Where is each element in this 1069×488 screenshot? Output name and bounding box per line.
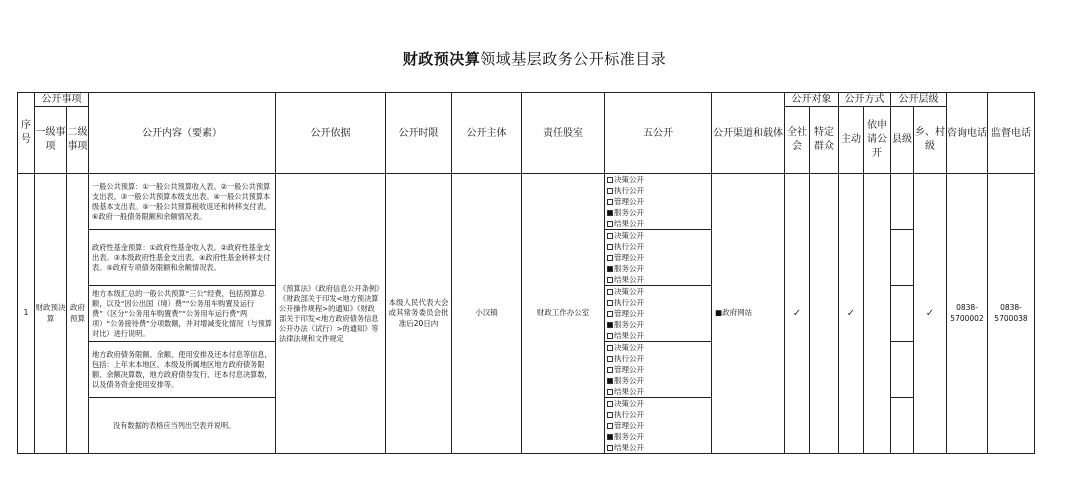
checked-box-icon bbox=[607, 378, 613, 384]
five-public-item: 服务公开 bbox=[607, 263, 711, 274]
checked-box-icon bbox=[607, 322, 613, 328]
five-public-group bbox=[605, 342, 712, 398]
county-cell bbox=[891, 230, 914, 286]
five-public-item: 决策公开 bbox=[607, 174, 711, 185]
five-public-item: 管理公开 bbox=[607, 364, 711, 375]
checkbox-icon bbox=[607, 188, 613, 194]
checkbox-icon bbox=[607, 367, 613, 373]
five-public-item: 决策公开 bbox=[607, 230, 711, 241]
checkbox-icon bbox=[607, 221, 613, 227]
header-time: 公开时限 bbox=[386, 93, 452, 174]
row-subject: 小汉镇 bbox=[452, 174, 522, 454]
five-public-group bbox=[605, 286, 712, 342]
checkbox-icon bbox=[607, 300, 613, 306]
check-icon: ✓ bbox=[839, 174, 864, 454]
content-item: 没有数据的表格应当列出空表并说明。 bbox=[89, 398, 276, 454]
row-time: 本级人民代表大会或其常务委员会批准后20日内 bbox=[386, 174, 452, 454]
header-method: 公开方式 bbox=[839, 93, 891, 107]
checkbox-icon bbox=[607, 311, 613, 317]
checkbox-icon bbox=[607, 412, 613, 418]
row-channel: ■政府网站 bbox=[712, 174, 785, 454]
content-item: 一般公共预算：①一般公共预算收入表。②一般公共预算支出表。③一般公共预算本级支出表。④一般公共预算本级基本支出表。⑤一般公共预算税收返还和转移支付表。⑥政府一般债务限额和余额情况表。 bbox=[89, 174, 276, 230]
header-town: 乡、村级 bbox=[914, 107, 947, 174]
header-level1: 一级事项 bbox=[35, 107, 67, 174]
five-public-item: 管理公开 bbox=[607, 196, 711, 207]
checkbox-icon bbox=[607, 356, 613, 362]
checkbox-icon bbox=[607, 345, 613, 351]
header-content: 公开内容（要素） bbox=[89, 93, 276, 174]
five-public-item: 管理公开 bbox=[607, 420, 711, 431]
five-public-item: 执行公开 bbox=[607, 409, 711, 420]
header-level2: 二级事项 bbox=[67, 107, 89, 174]
five-public-item: 管理公开 bbox=[607, 252, 711, 263]
header-subject: 公开主体 bbox=[452, 93, 522, 174]
row-seq: 1 bbox=[18, 174, 35, 454]
five-public-item: 管理公开 bbox=[607, 308, 711, 319]
five-public-item: 执行公开 bbox=[607, 353, 711, 364]
checkbox-icon bbox=[607, 199, 613, 205]
header-apply: 依申请公开 bbox=[864, 107, 891, 174]
county-cell bbox=[891, 398, 914, 454]
header-phone: 咨询电话 bbox=[947, 93, 988, 174]
county-cell bbox=[891, 342, 914, 398]
checkbox-icon bbox=[607, 177, 613, 183]
row-specific bbox=[810, 174, 839, 454]
row-office: 财政工作办公室 bbox=[522, 174, 605, 454]
checkbox-icon bbox=[607, 277, 613, 283]
five-public-item: 结果公开 bbox=[607, 442, 711, 453]
five-public-group bbox=[605, 174, 712, 230]
five-public-item: 服务公开 bbox=[607, 375, 711, 386]
row-apply bbox=[864, 174, 891, 454]
five-public-group bbox=[605, 230, 712, 286]
checkbox-icon bbox=[607, 233, 613, 239]
check-icon: ✓ bbox=[785, 174, 810, 454]
checkbox-icon bbox=[607, 401, 613, 407]
five-public-item: 结果公开 bbox=[607, 274, 711, 285]
checkbox-icon bbox=[607, 289, 613, 295]
row-level1: 财政预决算 bbox=[35, 174, 67, 454]
checkbox-icon bbox=[607, 423, 613, 429]
checked-box-icon bbox=[607, 210, 613, 216]
five-public-group bbox=[605, 398, 712, 454]
five-public-item: 决策公开 bbox=[607, 342, 711, 353]
checked-box-icon bbox=[607, 266, 613, 272]
five-public-item: 执行公开 bbox=[607, 297, 711, 308]
content-item: 地方政府债务限额、余额、使用安排及还本付息等信息，包括：上年末本地区、本级及所属地区地方政府债务限额、余额决算数，地方政府债券发行、还本付息决算数，以及债务资金使用安排等。 bbox=[89, 342, 276, 398]
row-basis: 《预算法》《政府信息公开条例》《财政部关于印发<地方预决算公开操作规程>的通知》《财政部关于印发<地方政府债务信息公开办法（试行）>的通知》等法律法规和文件规定 bbox=[276, 174, 386, 454]
row-level2: 政府预算 bbox=[67, 174, 89, 454]
county-cell bbox=[891, 286, 914, 342]
header-five: 五公开 bbox=[605, 93, 712, 174]
header-tier: 公开层级 bbox=[891, 93, 947, 107]
header-office: 责任股室 bbox=[522, 93, 605, 174]
header-basis: 公开依据 bbox=[276, 93, 386, 174]
checkbox-icon bbox=[607, 389, 613, 395]
five-public-item: 决策公开 bbox=[607, 286, 711, 297]
five-public-item: 结果公开 bbox=[607, 330, 711, 341]
header-county: 县级 bbox=[891, 107, 914, 174]
five-public-item: 结果公开 bbox=[607, 386, 711, 397]
header-supervise: 监督电话 bbox=[988, 93, 1035, 174]
header-target: 公开对象 bbox=[785, 93, 839, 107]
checkbox-icon bbox=[607, 244, 613, 250]
catalog-table bbox=[17, 92, 1035, 454]
row-phone: 0838-5700002 bbox=[947, 174, 988, 454]
checkbox-icon bbox=[607, 333, 613, 339]
checked-box-icon bbox=[607, 434, 613, 440]
header-public: 全社会 bbox=[785, 107, 810, 174]
five-public-item: 结果公开 bbox=[607, 218, 711, 229]
checkbox-icon bbox=[607, 445, 613, 451]
five-public-item: 执行公开 bbox=[607, 241, 711, 252]
square-icon: ■ bbox=[715, 308, 723, 318]
check-icon: ✓ bbox=[914, 174, 947, 454]
row-supervise: 0838-5700038 bbox=[988, 174, 1035, 454]
header-matters: 公开事项 bbox=[35, 93, 89, 107]
header-active: 主动 bbox=[839, 107, 864, 174]
five-public-item: 服务公开 bbox=[607, 319, 711, 330]
checkbox-icon bbox=[607, 255, 613, 261]
page-title: 财政预决算领域基层政务公开标准目录 bbox=[402, 50, 667, 68]
header-seq: 序号 bbox=[18, 93, 35, 174]
content-item: 地方本级汇总的一般公共预算“三公”经费，包括预算总额，以及“因公出国（境）费”“公务用车购置及运行费”（区分“公务用车购置费”“公务用车运行费”两项）“公务接待费”分项数额，并对增减变化情况（与预算对比）进行说明。 bbox=[89, 286, 276, 342]
five-public-item: 服务公开 bbox=[607, 207, 711, 218]
five-public-item: 决策公开 bbox=[607, 398, 711, 409]
header-channel: 公开渠道和载体 bbox=[712, 93, 785, 174]
header-specific: 特定群众 bbox=[810, 107, 839, 174]
five-public-item: 服务公开 bbox=[607, 431, 711, 442]
content-item: 政府性基金预算：①政府性基金收入表。②政府性基金支出表。③本级政府性基金支出表。④政府性基金转移支付表。⑤政府专项债务限额和余额情况表。 bbox=[89, 230, 276, 286]
five-public-item: 执行公开 bbox=[607, 185, 711, 196]
county-cell bbox=[891, 174, 914, 230]
